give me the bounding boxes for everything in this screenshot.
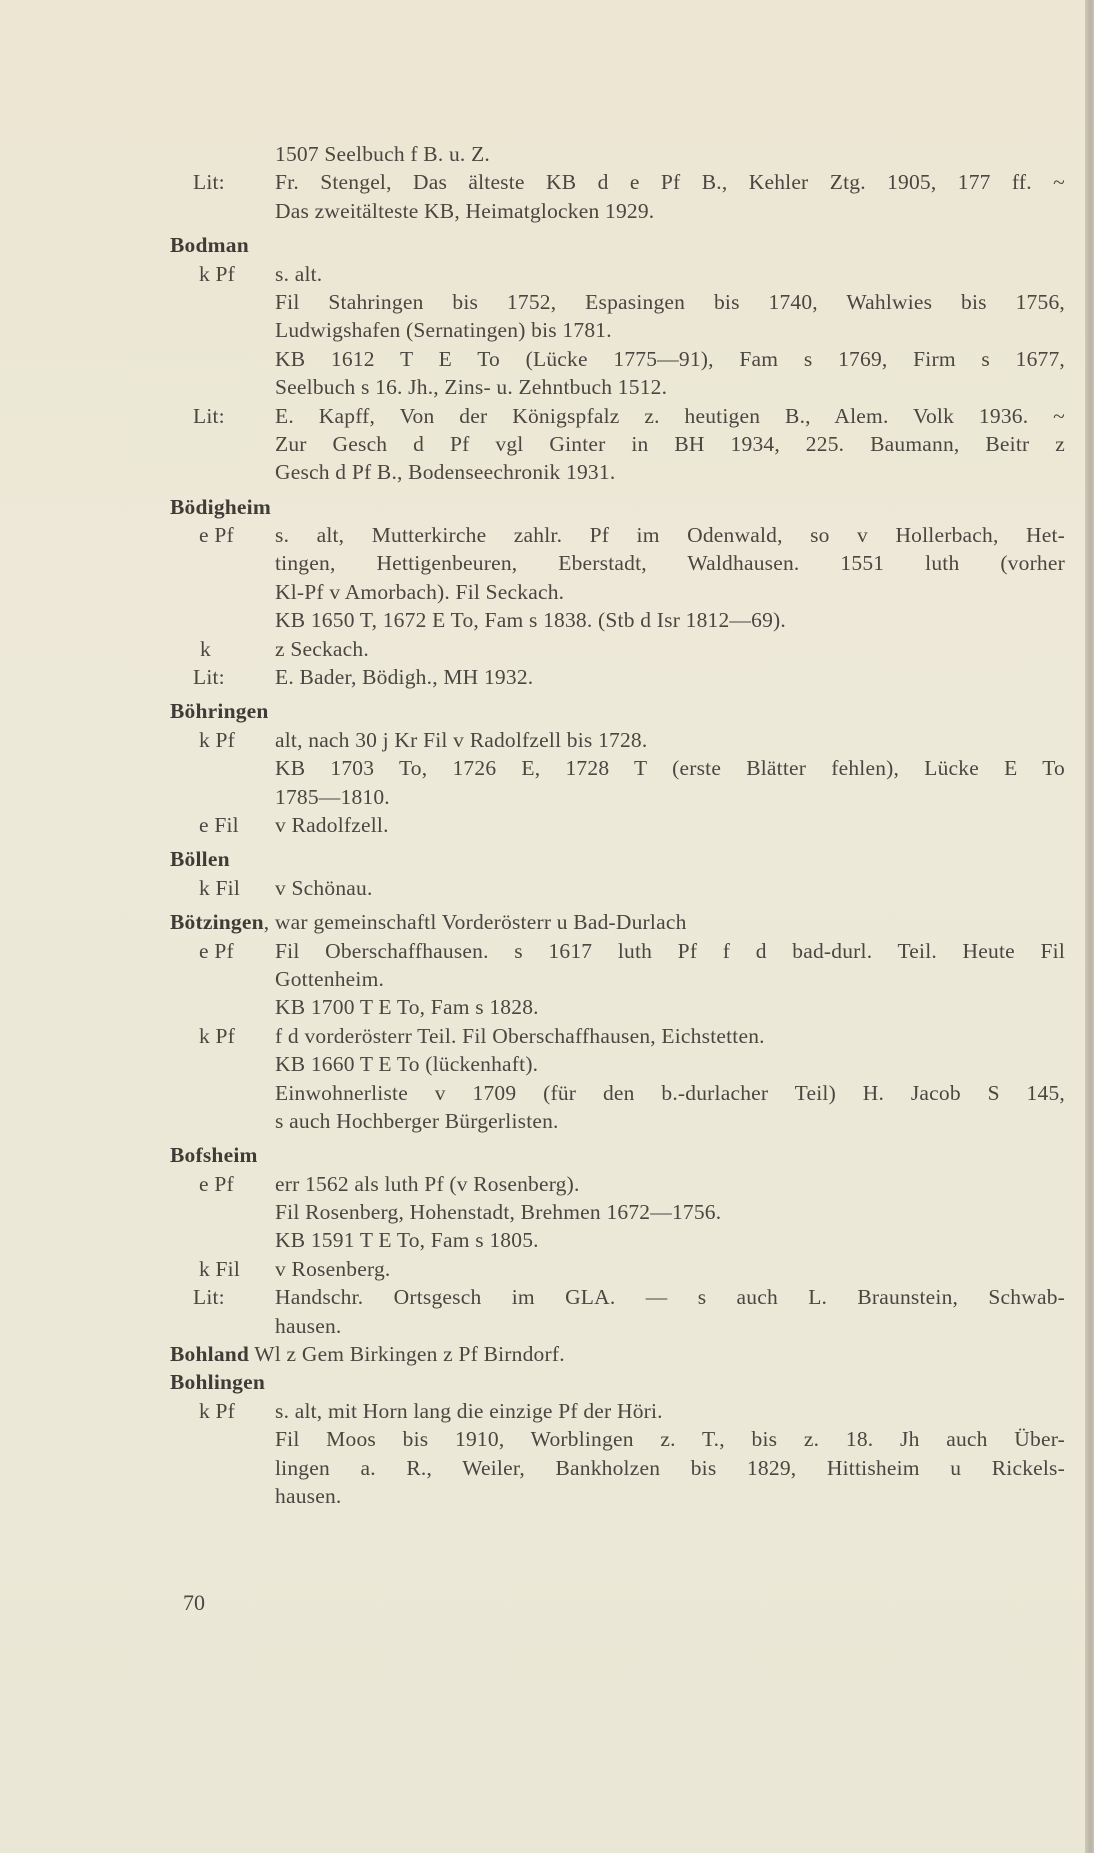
headword-line — [170, 1368, 1065, 1396]
entry-label: k Pf — [199, 1398, 236, 1423]
page-edge — [1085, 0, 1094, 1853]
entry-label: Lit: — [193, 403, 225, 428]
text-line — [170, 726, 1065, 754]
line-text: E. Bader, Bödigh., MH 1932. — [275, 665, 534, 690]
text-line — [170, 635, 1065, 663]
line-text: v Radolfzell. — [275, 812, 389, 837]
line-text: Gottenheim. — [275, 966, 385, 991]
text-line — [170, 754, 1065, 782]
headword-line — [170, 697, 1065, 725]
entry-label: k Pf — [199, 261, 236, 286]
line-text: s auch Hochberger Bürgerlisten. — [275, 1108, 559, 1133]
line-text: v Rosenberg. — [275, 1256, 391, 1281]
headword: Bötzingen — [170, 910, 264, 935]
headword-line — [170, 1141, 1065, 1169]
headword: Böhringen — [170, 699, 269, 724]
line-text: Fil Rosenberg, Hohenstadt, Brehmen 1672—1756. — [275, 1200, 722, 1225]
entry-label: Lit: — [193, 1285, 225, 1310]
headword-line — [170, 231, 1065, 259]
text-line — [170, 663, 1065, 691]
line-text: E. Kapff, Von der Königspfalz z. heutigen B., Alem. Volk 1936. ~ — [275, 403, 1065, 428]
text-line — [170, 430, 1065, 458]
text-line — [170, 197, 1065, 225]
headword: Böllen — [170, 847, 230, 872]
line-text: s. alt, mit Horn lang die einzige Pf der Höri. — [275, 1398, 663, 1423]
entry-label: e Fil — [199, 812, 239, 837]
text-line — [170, 1170, 1065, 1198]
line-text: Gesch d Pf B., Bodenseechronik 1931. — [275, 460, 616, 485]
line-text: Kl-Pf v Amorbach). Fil Seckach. — [275, 579, 565, 604]
text-line — [170, 1198, 1065, 1226]
line-text: KB 1612 T E To (Lücke 1775—91), Fam s 1769, Firm s 1677, — [275, 346, 1065, 371]
line-text: hausen. — [275, 1483, 342, 1508]
line-text: Ludwigshafen (Sernatingen) bis 1781. — [275, 318, 612, 343]
line-text: Fil Stahringen bis 1752, Espasingen bis 1740, Wahlwies bis 1756, — [275, 289, 1065, 314]
entry-label: k Pf — [199, 727, 236, 752]
line-text: s. alt. — [275, 261, 323, 286]
text-line — [170, 783, 1065, 811]
line-text: KB 1591 T E To, Fam s 1805. — [275, 1228, 539, 1253]
entry-label: k Fil — [199, 1256, 241, 1281]
text-line — [170, 1226, 1065, 1254]
text-line — [170, 316, 1065, 344]
entry-label: e Pf — [199, 1171, 234, 1196]
entry-label: Lit: — [193, 170, 225, 195]
headword-line — [170, 493, 1065, 521]
headword-line — [170, 908, 1065, 936]
headword: Bohland — [170, 1342, 250, 1367]
text-line — [170, 1255, 1065, 1283]
headword: Bofsheim — [170, 1143, 258, 1168]
text-line — [170, 993, 1065, 1021]
entry-label: e Pf — [199, 938, 234, 963]
text-line — [170, 874, 1065, 902]
text-line — [170, 1079, 1065, 1107]
entry-label: k Pf — [199, 1023, 236, 1048]
text-line — [170, 521, 1065, 549]
entry-label: k — [200, 636, 211, 661]
text-line — [170, 1482, 1065, 1510]
line-text: v Schönau. — [275, 875, 373, 900]
line-text: 1785—1810. — [275, 784, 390, 809]
text-line — [170, 1425, 1065, 1453]
headword-line — [170, 845, 1065, 873]
entry-label: Lit: — [193, 665, 225, 690]
line-text: Einwohnerliste v 1709 (für den b.-durlacher Teil) H. Jacob S 145, — [275, 1080, 1065, 1105]
text-line — [170, 402, 1065, 430]
gazetteer-text — [170, 140, 1065, 1510]
headword-note: , war gemeinschaftl Vorderösterr u Bad-Durlach — [263, 910, 687, 935]
headword: Bödigheim — [170, 494, 271, 519]
text-line — [170, 606, 1065, 634]
line-text: lingen a. R., Weiler, Bankholzen bis 1829, Hittisheim u Rickels- — [275, 1455, 1065, 1480]
text-line — [170, 1312, 1065, 1340]
entry-label: e Pf — [199, 523, 234, 548]
text-line — [170, 578, 1065, 606]
headword: Bodman — [170, 233, 249, 258]
page-number: 70 — [183, 1590, 205, 1615]
line-text: z Seckach. — [275, 636, 369, 661]
text-line — [170, 260, 1065, 288]
text-line — [170, 1107, 1065, 1135]
line-text: Zur Gesch d Pf vgl Ginter in BH 1934, 225. Baumann, Beitr z — [275, 431, 1065, 456]
line-text: alt, nach 30 j Kr Fil v Radolfzell bis 1728. — [275, 727, 648, 752]
line-text: KB 1660 T E To (lückenhaft). — [275, 1052, 539, 1077]
line-text: Das zweitälteste KB, Heimatglocken 1929. — [275, 198, 655, 223]
line-text: s. alt, Mutterkirche zahlr. Pf im Odenwald, so v Hollerbach, Het- — [275, 523, 1065, 548]
text-line — [170, 1283, 1065, 1311]
text-line — [170, 373, 1065, 401]
line-text: tingen, Hettigenbeuren, Eberstadt, Waldhausen. 1551 luth (vorher — [275, 551, 1065, 576]
text-line — [170, 1022, 1065, 1050]
line-text: KB 1703 To, 1726 E, 1728 T (erste Blätter fehlen), Lücke E To — [275, 756, 1065, 781]
line-text: Handschr. Ortsgesch im GLA. — s auch L. Braunstein, Schwab- — [275, 1285, 1065, 1310]
line-text: Fil Oberschaffhausen. s 1617 luth Pf f d bad-durl. Teil. Heute Fil — [275, 938, 1065, 963]
entry-label: k Fil — [199, 875, 241, 900]
headword-line — [170, 1340, 1065, 1368]
text-line — [170, 1454, 1065, 1482]
headword-note: Wl z Gem Birkingen z Pf Birndorf. — [249, 1342, 565, 1367]
text-line — [170, 937, 1065, 965]
text-line — [170, 140, 1065, 168]
text-line — [170, 1050, 1065, 1078]
text-line — [170, 811, 1065, 839]
line-text: hausen. — [275, 1313, 342, 1338]
text-line — [170, 345, 1065, 373]
line-text: Seelbuch s 16. Jh., Zins- u. Zehntbuch 1512. — [275, 375, 668, 400]
text-line — [170, 458, 1065, 486]
text-line — [170, 965, 1065, 993]
line-text: KB 1700 T E To, Fam s 1828. — [275, 995, 539, 1020]
line-text: Fr. Stengel, Das älteste KB d e Pf B., Kehler Ztg. 1905, 177 ff. ~ — [275, 170, 1065, 195]
text-line — [170, 549, 1065, 577]
headword: Bohlingen — [170, 1370, 266, 1395]
line-text: Fil Moos bis 1910, Worblingen z. T., bis z. 18. Jh auch Über- — [275, 1427, 1065, 1452]
line-text: err 1562 als luth Pf (v Rosenberg). — [275, 1171, 580, 1196]
text-line — [170, 288, 1065, 316]
line-text: f d vorderösterr Teil. Fil Oberschaffhausen, Eichstetten. — [275, 1023, 765, 1048]
text-line — [170, 1397, 1065, 1425]
text-line — [170, 168, 1065, 196]
line-text: KB 1650 T, 1672 E To, Fam s 1838. (Stb d Isr 1812—69). — [275, 608, 786, 633]
line-text: 1507 Seelbuch f B. u. Z. — [275, 142, 490, 166]
